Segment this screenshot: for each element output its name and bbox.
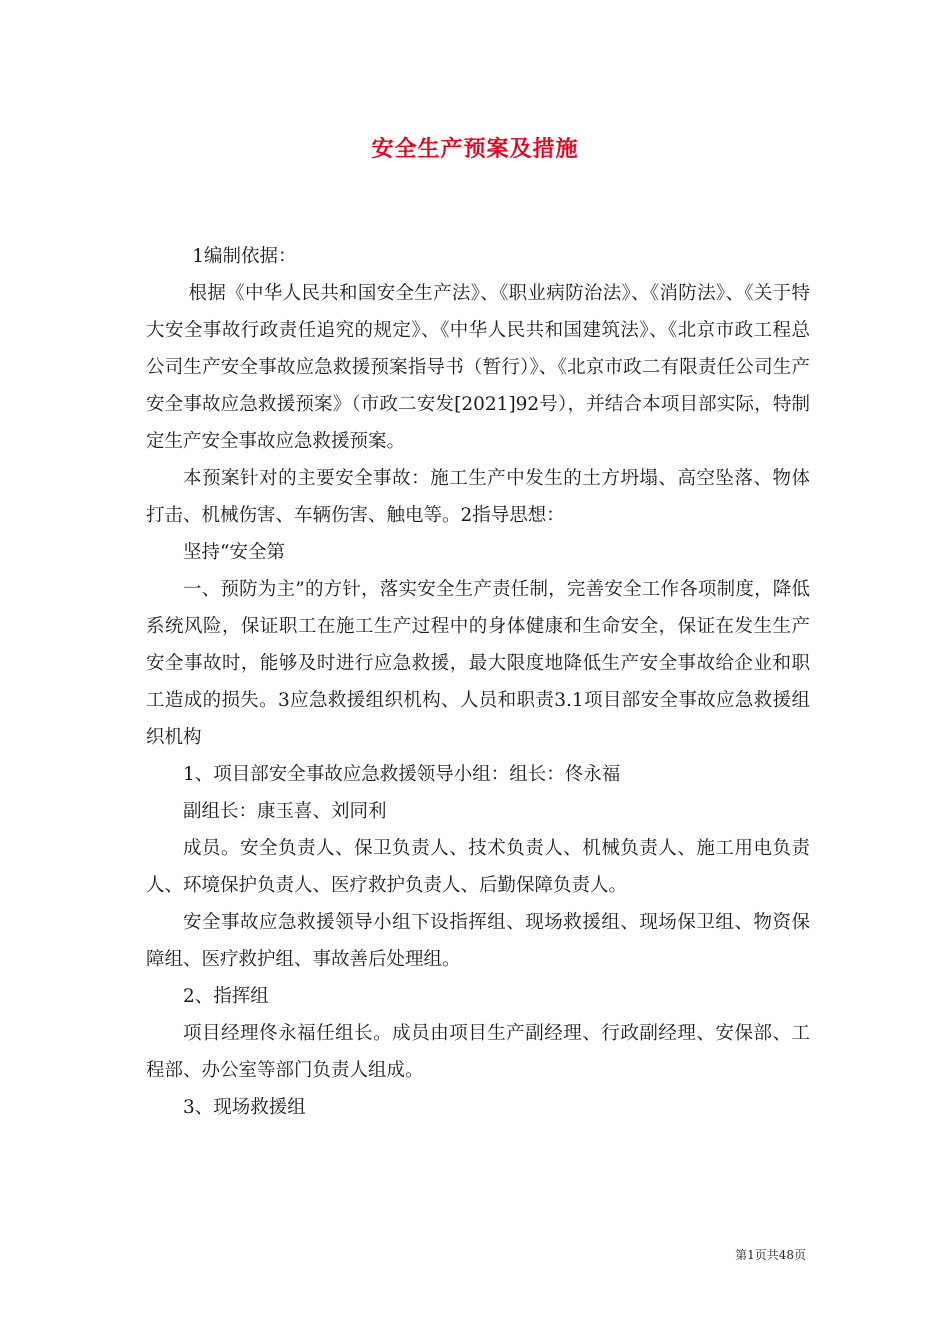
paragraph: 成员。安全负责人、保卫负责人、技术负责人、机械负责人、施工用电负责人、环境保护负责人、医疗救护负责人、后勤保障负责人。 — [146, 838, 810, 896]
paragraph: 安全事故应急救援领导小组下设指挥组、现场救援组、现场保卫组、物资保障组、医疗救护组、事故善后处理组。 — [146, 912, 810, 970]
page-number: 第1页共48页 — [735, 1248, 806, 1262]
document-body — [146, 238, 810, 1126]
paragraph: 副组长：康玉喜、刘同利 — [183, 801, 387, 822]
paragraph: 3、现场救援组 — [183, 1097, 306, 1118]
paragraph: 项目经理佟永福任组长。成员由项目生产副经理、行政副经理、安保部、工程部、办公室等部门负责人组成。 — [146, 1023, 810, 1081]
paragraph: 1编制依据： — [192, 246, 297, 267]
paragraph: 本预案针对的主要安全事故：施工生产中发生的土方坍塌、高空坠落、物体打击、机械伤害、车辆伤害、触电等。2指导思想： — [146, 468, 810, 526]
paragraph: 坚持“安全第 — [183, 542, 285, 563]
paragraph: 根据《中华人民共和国安全生产法》、《职业病防治法》、《消防法》、《关于特大安全事故行政责任追究的规定》、《中华人民共和国建筑法》、《北京市政工程总公司生产安全事故应急救援预案指导书（暂行）》、《北京市政二有限责任公司生产安全事故应急救援预案》（市政二安发[2021]92号），并结合本项目部实际，特制定生产安全事故应急救援预案。 — [146, 283, 810, 452]
paragraph: 1、项目部安全事故应急救援领导小组：组长：佟永福 — [183, 764, 621, 785]
document-title: 安全生产预案及措施 — [371, 136, 579, 162]
paragraph: 一、预防为主”的方针，落实安全生产责任制，完善安全工作各项制度，降低系统风险，保证职工在施工生产过程中的身体健康和生命安全，保证在发生生产安全事故时，能够及时进行应急救援，最大限度地降低生产安全事故给企业和职工造成的损失。3应急救援组织机构、人员和职责3.1项目部安全事故应急救援组织机构 — [146, 579, 810, 748]
paragraph: 2、指挥组 — [183, 986, 269, 1007]
